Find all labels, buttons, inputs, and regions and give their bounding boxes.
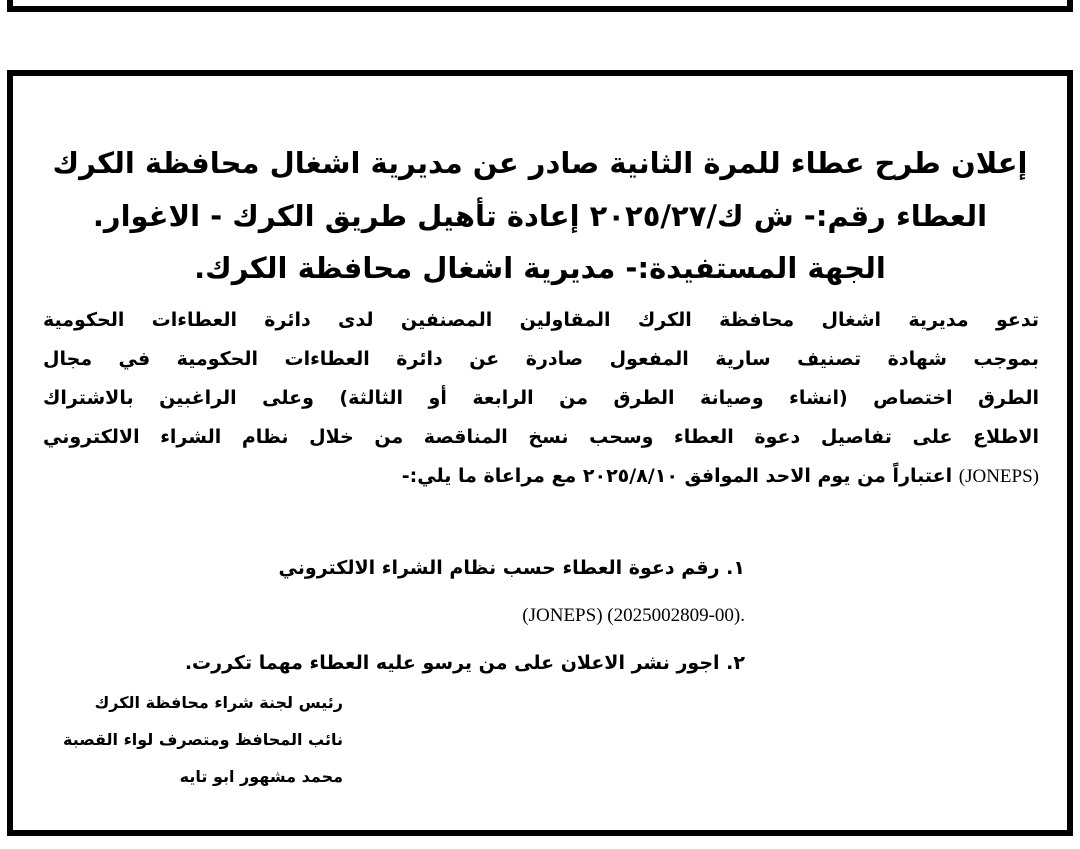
notice-body [43, 301, 1039, 496]
body-line: تدعو مديرية اشغال محافظة الكرك المقاولين المصنفين لدى دائرة العطاءات الحكومية [43, 309, 1039, 331]
tender-number: العطاء رقم:- ش ك/٢٠٢٥/٢٧ إعادة تأهيل طريق الكرك - الاغوار. [92, 199, 988, 233]
tender-reference-number: .(2025002809-00) (JONEPS) [522, 605, 745, 626]
item-2: ٢. اجور نشر الاعلان على من يرسو عليه العطاء مهما تكررت. [184, 652, 745, 674]
item-1: ١. رقم دعوة العطاء حسب نظام الشراء الالكتروني [278, 557, 745, 579]
signatory-title: رئيس لجنة شراء محافظة الكرك [94, 693, 343, 712]
body-line: الاطلاع على تفاصيل دعوة العطاء وسحب نسخ المناقصة من خلال نظام الشراء الالكتروني [43, 426, 1039, 448]
item-1-reference [522, 598, 745, 633]
previous-notice-border [7, 0, 1073, 12]
body-line: بموجب شهادة تصنيف سارية المفعول صادرة عن دائرة العطاءات الحكومية في مجال [43, 348, 1039, 370]
notice-title: إعلان طرح عطاء للمرة الثانية صادر عن مديرية اشغال محافظة الكرك [52, 146, 1028, 180]
signatory-name: محمد مشهور ابو تايه [179, 767, 343, 786]
signature-block [43, 684, 343, 795]
tender-notice [7, 70, 1073, 836]
beneficiary: الجهة المستفيدة:- مديرية اشغال محافظة الكرك. [194, 251, 886, 285]
body-line-last [43, 457, 1039, 496]
signatory-position: نائب المحافظ ومتصرف لواء القصبة [62, 730, 343, 749]
start-date-text: اعتباراً من يوم الاحد الموافق ٢٠٢٥/٨/١٠ مع مراعاة ما يلي:- [401, 465, 959, 487]
joneps-label: (JONEPS) [958, 466, 1039, 487]
body-line: الطرق اختصاص (انشاء وصيانة الطرق من الرابعة أو الثالثة) وعلى الراغبين بالاشتراك [43, 387, 1039, 409]
